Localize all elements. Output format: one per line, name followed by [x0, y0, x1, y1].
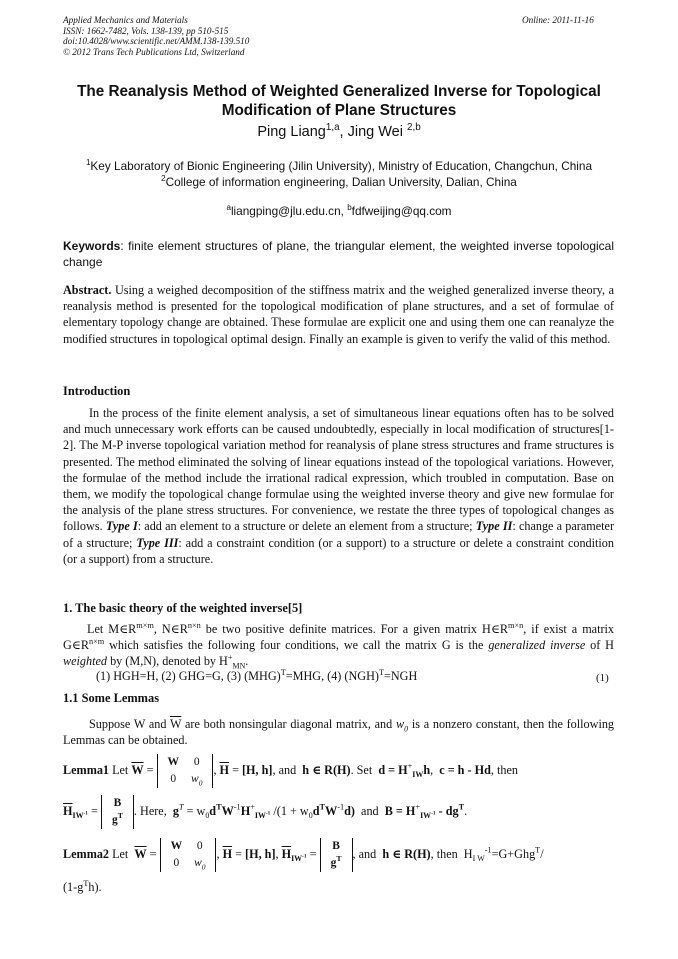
lemma-1-hbar: $\overline{H}$: [219, 762, 230, 777]
authors: [40, 124, 638, 140]
keywords: [63, 238, 614, 270]
w0-sub: 0: [404, 724, 409, 734]
lemma-2-w-matrix: [160, 838, 217, 872]
lemma-1-hh: H, h: [246, 762, 269, 777]
lemma-2-cont2: h).: [88, 880, 102, 894]
lemma-2-result: H: [463, 846, 473, 861]
copyright-line: © 2012 Trans Tech Publications Ltd, Switzerland: [63, 46, 245, 57]
lemma-2-hR: h ∈ R(H): [382, 846, 431, 861]
lemma-2-cont-sup: T: [83, 878, 89, 888]
abstract-text: Using a weighed decomposition of the stiffness matrix and the weighed generalized inverse theory, a reanalysis method is presented for the topological modification of plane structures, and a set of formulae of elementary topology change are obtained. These formulae are explicit one and using them one can reanalyze the modified structures in topological optimal design. Finally an example is given to verify the valid of this method.: [63, 283, 614, 346]
b-bottom-sup: T: [117, 811, 123, 821]
lemma-1-let: Let: [109, 762, 132, 777]
intro-heading: Introduction: [63, 384, 131, 398]
title-line-1: The Reanalysis Method of Weighted Generalized Inverse for Topological: [77, 83, 601, 100]
b-top: B: [113, 797, 122, 809]
section-1-paragraph: [63, 621, 614, 670]
s1-text-e: which satisfies the following four conditions, we call the matrix G is the: [104, 638, 489, 653]
w0: w: [396, 717, 405, 731]
section-1-heading: 1. The basic theory of the weighted inverse[5]: [63, 601, 303, 615]
lemma-2-cont: (1-g: [63, 880, 84, 894]
lemma-1-hR: h ∈ R(H): [302, 762, 351, 777]
lemma-2-wbar: $\overline{W}$: [134, 846, 147, 861]
issn-line: ISSN: 1662-7482, Vols. 138-139, pp 510-515: [63, 25, 229, 36]
email-a: liangping@jlu.edu.cn,: [230, 204, 348, 218]
aff1-text: Key Laboratory of Bionic Engineering (Jilin University), Ministry of Education, Changchun, China: [90, 159, 593, 173]
g-formula-d: d: [209, 803, 217, 818]
lemma-2-result3: /: [540, 846, 544, 861]
lemmas-text-b: are both nonsingular diagonal matrix, and: [181, 717, 396, 731]
conditions-equation: [96, 669, 417, 684]
lemma-1-d-end: h: [423, 762, 431, 777]
online-date: Online: 2011-11-16: [522, 15, 594, 25]
s1-sup-i: +: [227, 653, 233, 663]
author-sep: ,: [339, 124, 348, 140]
s1-text-c: be two positive definite matrices. For a given matrix H∈R: [200, 622, 508, 636]
type-1: Type I: [105, 519, 138, 534]
doi-line: doi:10.4028/www.scientific.net/AMM.138-139.510: [63, 36, 250, 47]
lemma-1-b-matrix: [101, 795, 134, 829]
lemma-2-then: , then: [430, 846, 458, 861]
lemma-2-hbar: $\overline{H}$: [222, 846, 233, 861]
cond-b: =MHG, (4) (NGH): [285, 669, 379, 683]
lemma-2-label: Lemma2: [63, 846, 110, 861]
type-2: Type II: [475, 519, 513, 534]
s1-generalized-inverse: generalized inverse: [488, 638, 586, 653]
b-formula: B = H: [384, 803, 416, 818]
intro-paragraph: [63, 405, 614, 567]
lemma-1-then: , then: [490, 762, 518, 777]
lemma-1-and: , and: [272, 762, 297, 777]
w2-m21: 0: [173, 857, 180, 869]
journal-name: Applied Mechanics and Materials: [63, 15, 188, 25]
lemma-2-result-mid: W: [477, 854, 485, 864]
lemmas-text-a: Suppose W and: [89, 717, 170, 731]
cond-sup-1: T: [280, 667, 286, 677]
s1-text-a: Let M∈R: [87, 622, 137, 636]
lemma-2-and: , and: [352, 846, 377, 861]
s1-sub-i: MN: [232, 661, 246, 671]
s1-sup-d: n×m: [88, 637, 105, 647]
lemma-1-hbar-2: $\overline{H}$: [63, 803, 73, 818]
lemma-2-line-1: Lemma2 Let $\overline{W}$ = W 0 0 $w_0$ , $\overline{H} = [H$, h], $\overline{H}_{IW^{-1}}$ = B $g^T$ , and h ∈ R(H), then $H_I$ $_W^{-1}$=G+Ghg$^T$/: [63, 840, 544, 872]
aff2-text: College of information engineering, Dalian University, Dalian, China: [165, 175, 517, 189]
lemma-1-d-sup: +: [407, 761, 413, 771]
lemma-1-here: . Here,: [133, 803, 167, 818]
type-3-text: : add a constraint condition (or a support) to a structure or delete a constraint condition (or a support) from a structure.: [63, 535, 614, 566]
s1-sup-c: m×n: [507, 620, 524, 630]
s1-text-b: , N∈R: [153, 622, 188, 636]
w2-m22-sub: 0: [201, 862, 206, 872]
email-b-sup: b: [347, 203, 352, 213]
lemma-2-hbar-inv: $\overline{H}$: [281, 846, 292, 861]
author-2: Jing Wei: [347, 124, 407, 140]
g-formula-h: H: [240, 803, 251, 818]
section-1-1-heading: 1.1 Some Lemmas: [63, 691, 160, 705]
w-m22-sub: 0: [198, 778, 203, 788]
w-m12: 0: [193, 756, 200, 768]
lemma-1-d-sub: IW: [412, 770, 424, 780]
g-formula-denom: /(1 + w: [273, 803, 309, 818]
s1-sup-b: n×n: [187, 620, 201, 630]
b-formula-2: - dg: [438, 803, 459, 818]
journal-header: [63, 15, 249, 57]
g-formula-end: d): [344, 803, 355, 818]
lemma-1-c: c = h - Hd: [439, 762, 491, 777]
wbar: $\overline{W}$: [169, 717, 182, 731]
g-formula-w: W: [221, 803, 234, 818]
s1-text-j: .: [245, 654, 249, 669]
lemmas-intro: [63, 716, 614, 748]
lemmas-text-c: is a nonzero constant, then the following Lemmas can be obtained.: [63, 717, 615, 748]
author-1: Ping Liang: [257, 124, 326, 140]
s1-text-g: of H: [585, 638, 614, 653]
lemma-1-w-matrix: [157, 754, 214, 788]
type-3: Type III: [136, 535, 179, 550]
lemma-1-d: d = H: [378, 762, 408, 777]
cond-sup-2: T: [378, 667, 384, 677]
g-formula-d2: d: [312, 803, 320, 818]
type-1-text: : add an element to a structure or delete an element from a structure;: [137, 519, 476, 534]
author-2-sup: 2,b: [406, 122, 421, 134]
keywords-text: : finite element structures of plane, the triangular element, the weighted inverse topological change: [63, 239, 614, 269]
lemma-2-line-2: [63, 878, 102, 896]
lemma-2-result-sub: I: [472, 854, 476, 864]
affiliation-1: [40, 158, 638, 174]
lemma-2-let: Let: [109, 846, 129, 861]
lemma-2-result-sup: -1: [484, 845, 492, 855]
abstract-label: Abstract.: [63, 283, 112, 297]
s1-sup-a: m×m: [136, 620, 154, 630]
w-m21: 0: [170, 773, 177, 785]
b-bottom: g: [111, 814, 118, 826]
b2-bottom: g: [330, 857, 337, 869]
author-1-sup: 1,a: [325, 122, 340, 134]
emails: [40, 203, 638, 219]
abstract: [63, 282, 614, 347]
cond-c: =NGH: [384, 669, 418, 683]
lemma-1-line-2: $\overline{H}_{IW^{-1}}$ = B $g^T$ . Here, $g^T = w_0d^TW^{-1}H^+_{IW^{-1}}$ $/(1 + w_0d^TW^{-1}d)$ and $B = H^+_{IW^{-1}} - dg^T$.: [63, 795, 467, 829]
g-formula: = w: [186, 803, 206, 818]
aff2-sup: 2: [161, 174, 166, 184]
lemma-2-result2-sup: T: [535, 845, 541, 855]
s1-text-i: by (M,N), denoted by H: [107, 654, 228, 669]
email-a-sup: a: [226, 203, 231, 213]
lemma-1-wbar: $\overline{W}$: [131, 762, 144, 777]
lemma-2-b-matrix: [320, 838, 353, 872]
intro-text: In the process of the finite element analysis, a set of simultaneous linear equations often has to be solved and much unnecessary work efforts can be caused undoubtedly, especially in local modification of structures[1-2]. The M-P inverse topological variation method for reanalysis of plane stress structures and frame structures is presented. The method eliminated the solving of linear equations instead of the topological variations. However, the formulae of the method include the irrational radical expression, which troubled in computation. Base on them, we modify the topological change formulae using the weighted inverse theory and give new formulae for the analysis of the plane stress structures. For convenience, we restate the three types of topological changes as follows.: [63, 406, 614, 534]
lemma-2-hh: H, h: [249, 846, 272, 861]
lemma-1-and2: and: [361, 803, 379, 818]
lemma-2-result2: =G+Ghg: [491, 846, 536, 861]
w-m22: w: [191, 773, 199, 785]
b2-top: B: [332, 840, 340, 852]
aff1-sup: 1: [85, 158, 91, 168]
w2-m11: W: [170, 840, 183, 852]
lemma-1-label: Lemma1: [63, 762, 110, 777]
equation-number: (1): [596, 672, 609, 684]
title-line-2: Modification of Plane Structures: [221, 102, 457, 119]
keywords-label: Keywords: [63, 239, 121, 253]
w2-m12: 0: [196, 840, 203, 852]
g-formula-w2: W: [325, 803, 338, 818]
w-m11: W: [167, 756, 180, 768]
b2-bottom-sup: T: [336, 854, 342, 864]
lemma-1-line-1: Lemma1 Let $\overline{W}$ = W 0 0 $w_0$ , $\overline{H} = [H$, h], and h ∈ R(H). Set $d = H^+_{IW}h$, c = h - Hd, then: [63, 756, 518, 788]
type-2-text: : change a parameter of a structure;: [63, 519, 615, 550]
paper-title: [40, 82, 638, 120]
s1-weighted: weighted: [63, 654, 108, 669]
s1-text-d: , if exist a matrix G∈R: [63, 622, 615, 653]
lemma-1-set: . Set: [350, 762, 373, 777]
lemma-1-end: .: [464, 803, 468, 818]
w2-m22: w: [194, 857, 202, 869]
email-b: fdfweijing@qq.com: [351, 204, 452, 218]
affiliation-2: [40, 174, 638, 190]
cond-a: (1) HGH=H, (2) GHG=G, (3) (MHG): [96, 669, 281, 683]
